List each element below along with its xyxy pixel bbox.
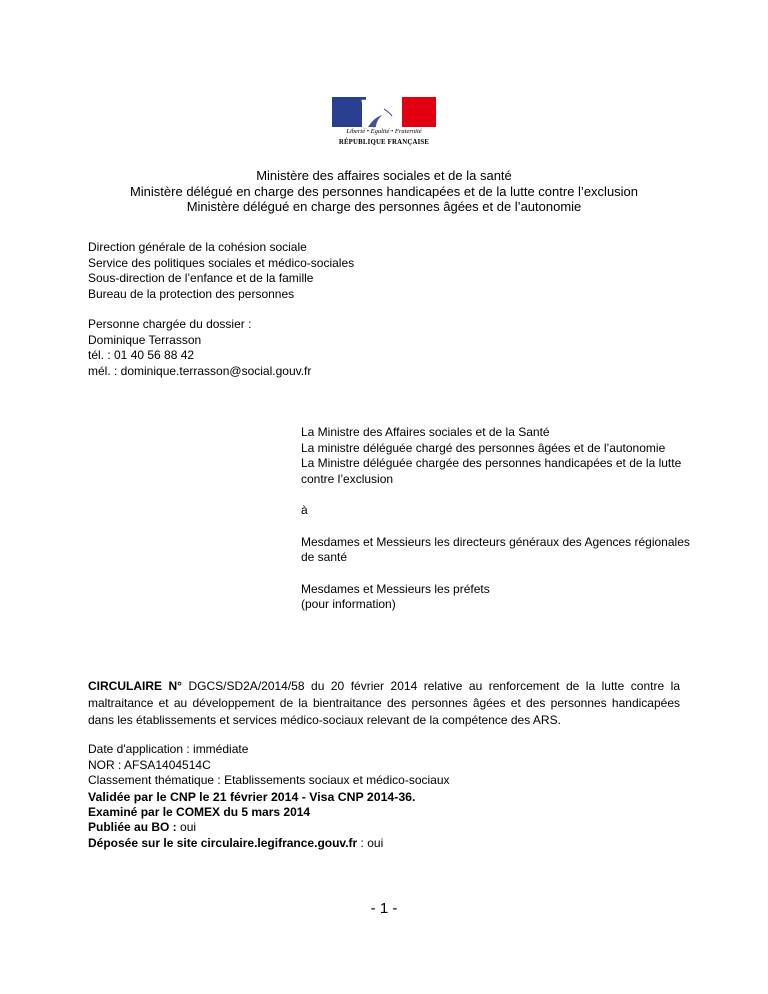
bo-publication [88,820,450,836]
contact-name: Dominique Terrasson [88,332,202,347]
cnp-validation: Validée par le CNP le 21 février 2014 - Visa CNP 2014-36. [88,789,416,804]
contact-email: mél. : dominique.terrasson@social.gouv.fr [88,364,312,379]
circulaire-label: CIRCULAIRE N° [88,679,182,693]
meta-block [88,742,450,852]
prefets-line: Mesdames et Messieurs les préfets [301,581,490,596]
sender-line: La Ministre déléguée chargée des personnes handicapées et de la lutte contre l’exclusion [301,456,682,487]
contact-phone: tél. : 01 40 56 88 42 [88,348,195,363]
sender-line: La Ministre des Affaires sociales et de la Santé [301,425,550,439]
republic-motto: Liberté • Égalité • Fraternité [346,128,422,135]
application-date: Date d'application : immédiate [88,742,249,756]
republique-francaise-logo [332,97,436,157]
legifrance-label: Déposée sur le site circulaire.legifrance.gouv.fr [88,835,358,850]
direction-line: Sous-direction de l’enfance et de la famille [88,271,314,286]
addressee: Mesdames et Messieurs les directeurs généraux des Agences régionales de santé [301,534,690,565]
legifrance-value: : oui [357,835,384,850]
to-word: à [301,503,308,518]
page-number: - 1 - [370,900,398,917]
bo-label: Publiée au BO : [88,820,177,835]
circulaire-title [88,678,680,730]
comex-exam: Examiné par le COMEX du 5 mars 2014 [88,804,311,819]
marianne-flag-icon [332,97,436,127]
ministry-line: Ministère des affaires sociales et de la santé [256,168,512,183]
direction-line: Service des politiques sociales et médico-sociales [88,255,355,270]
classement: Classement thématique : Etablissements sociaux et médico-sociaux [88,773,450,788]
nor-code: NOR : AFSA1404514C [88,757,211,772]
direction-block [88,240,354,303]
ministry-line: Ministère délégué en charge des personnes handicapées et de la lutte contre l’exclusion [129,183,639,199]
bo-value: oui [176,820,197,835]
contact-label: Personne chargée du dossier : [88,317,252,331]
prefets-note: (pour information) [301,597,396,612]
senders [301,425,691,488]
direction-line: Direction générale de la cohésion sociale [88,240,307,254]
republic-name: RÉPUBLIQUE FRANÇAISE [338,139,430,146]
direction-line: Bureau de la protection des personnes [88,287,295,302]
legifrance-deposit [88,836,450,852]
ministries-header [0,168,768,215]
sender-line: La ministre déléguée chargé des personnes âgées et de l’autonomie [301,440,666,455]
prefets [301,582,691,613]
circulaire-text: DGCS/SD2A/2014/58 du 20 février 2014 relative au renforcement de la lutte contre la maltraitance et au développement de la bientraitance des personnes âgées et des personnes handicapées dans les établissements et services médico-sociaux relevant de la compétence des ARS. [88,679,680,728]
ministry-line: Ministère délégué en charge des personnes âgées et de l’autonomie [186,199,582,214]
recipients-block [301,425,691,629]
contact-block [88,317,311,380]
